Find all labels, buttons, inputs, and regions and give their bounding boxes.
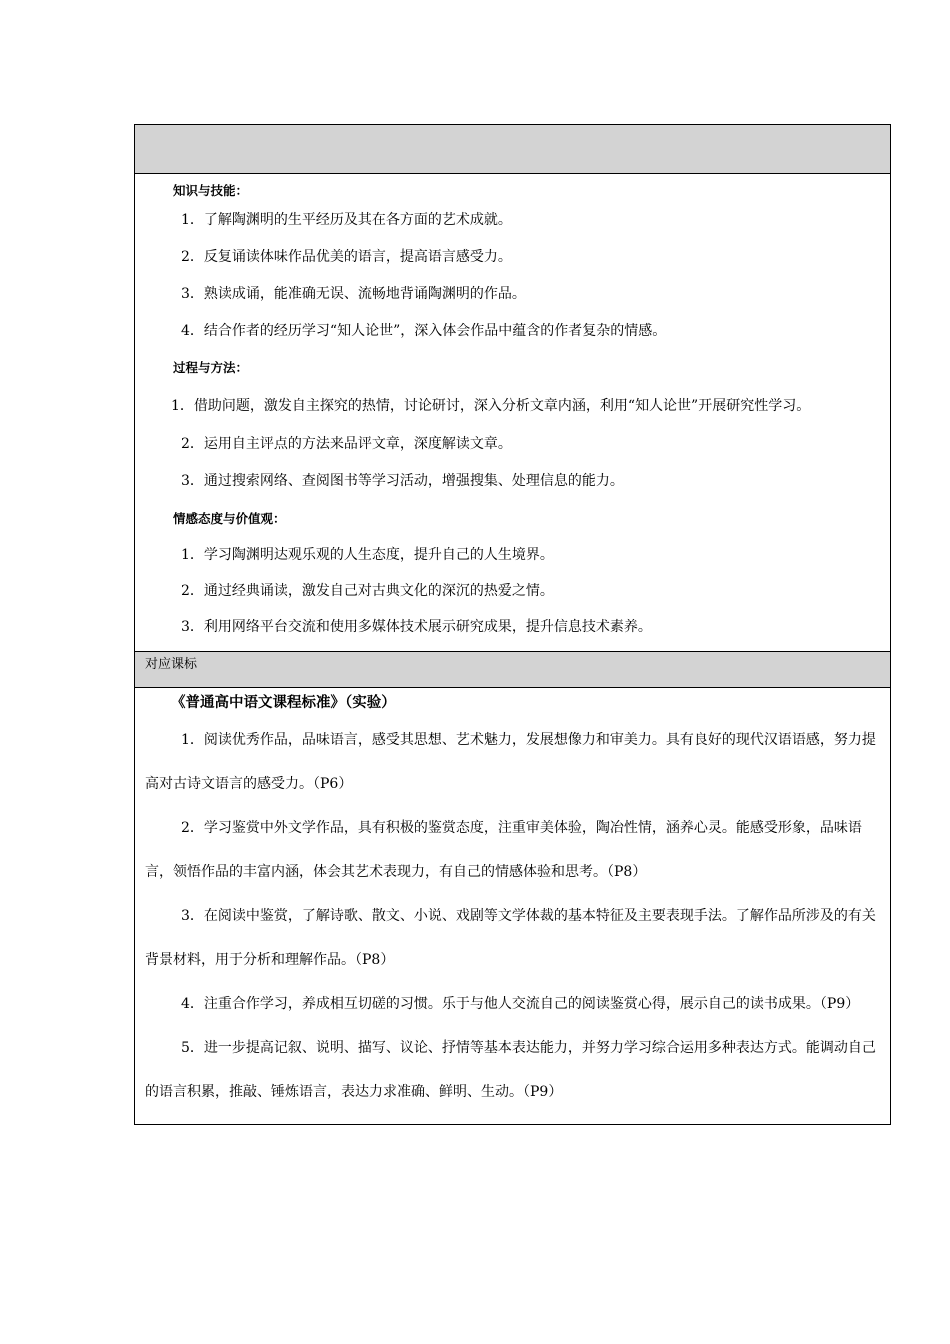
knowledge-item: 4．结合作者的经历学习“知人论世”，深入体会作品中蕴含的作者复杂的情感。 bbox=[181, 323, 667, 339]
objectives-cell bbox=[135, 174, 890, 651]
process-item: 1．借助问题，激发自主探究的热情，讨论研讨，深入分析文章内涵，利用“知人论世”开展研究性学习。 bbox=[171, 398, 811, 414]
knowledge-item: 3．熟读成诵，能准确无误、流畅地背诵陶渊明的作品。 bbox=[181, 286, 526, 302]
knowledge-heading: 知识与技能： bbox=[173, 183, 249, 198]
knowledge-item: 2．反复诵读体味作品优美的语言，提高语言感受力。 bbox=[181, 249, 512, 265]
standards-title: 《普通高中语文课程标准》（实验） bbox=[171, 694, 396, 711]
standards-paragraph: 1．阅读优秀作品，品味语言，感受其思想、艺术魅力，发展想像力和审美力。具有良好的现代汉语语感，努力提高对古诗文语言的感受力。（P6） bbox=[145, 732, 876, 792]
emotion-item: 2．通过经典诵读，激发自己对古典文化的深沉的热爱之情。 bbox=[181, 583, 554, 599]
table-header-row bbox=[135, 125, 890, 174]
standards-paragraph: 4．注重合作学习，养成相互切磋的习惯。乐于与他人交流自己的阅读鉴赏心得，展示自己的读书成果。（P9） bbox=[181, 996, 860, 1012]
emotion-item: 3．利用网络平台交流和使用多媒体技术展示研究成果，提升信息技术素养。 bbox=[181, 619, 652, 635]
process-heading: 过程与方法： bbox=[173, 360, 249, 375]
standards-paragraph: 2．学习鉴赏中外文学作品，具有积极的鉴赏态度，注重审美体验，陶冶性情，涵养心灵。能感受形象，品味语言，领悟作品的丰富内涵，体会其艺术表现力，有自己的情感体验和思考。（P8） bbox=[145, 820, 862, 880]
emotion-item: 1．学习陶渊明达观乐观的人生态度，提升自己的人生境界。 bbox=[181, 547, 554, 563]
standards-label-row: 对应课标 bbox=[135, 651, 890, 688]
knowledge-item: 1．了解陶渊明的生平经历及其在各方面的艺术成就。 bbox=[181, 212, 512, 228]
standards-paragraph: 3．在阅读中鉴赏，了解诗歌、散文、小说、戏剧等文学体裁的基本特征及主要表现手法。了解作品所涉及的有关背景材料，用于分析和理解作品。（P8） bbox=[145, 908, 876, 968]
standards-paragraph: 5．进一步提高记叙、说明、描写、议论、抒情等基本表达能力，并努力学习综合运用多种表达方式。能调动自己的语言积累，推敲、锤炼语言，表达力求准确、鲜明、生动。（P9） bbox=[145, 1040, 876, 1100]
emotion-heading: 情感态度与价值观： bbox=[173, 511, 286, 526]
standards-cell bbox=[135, 688, 890, 1124]
process-item: 2．运用自主评点的方法来品评文章，深度解读文章。 bbox=[181, 436, 512, 452]
process-item: 3．通过搜索网络、查阅图书等学习活动，增强搜集、处理信息的能力。 bbox=[181, 473, 624, 489]
lesson-table bbox=[134, 124, 891, 1125]
